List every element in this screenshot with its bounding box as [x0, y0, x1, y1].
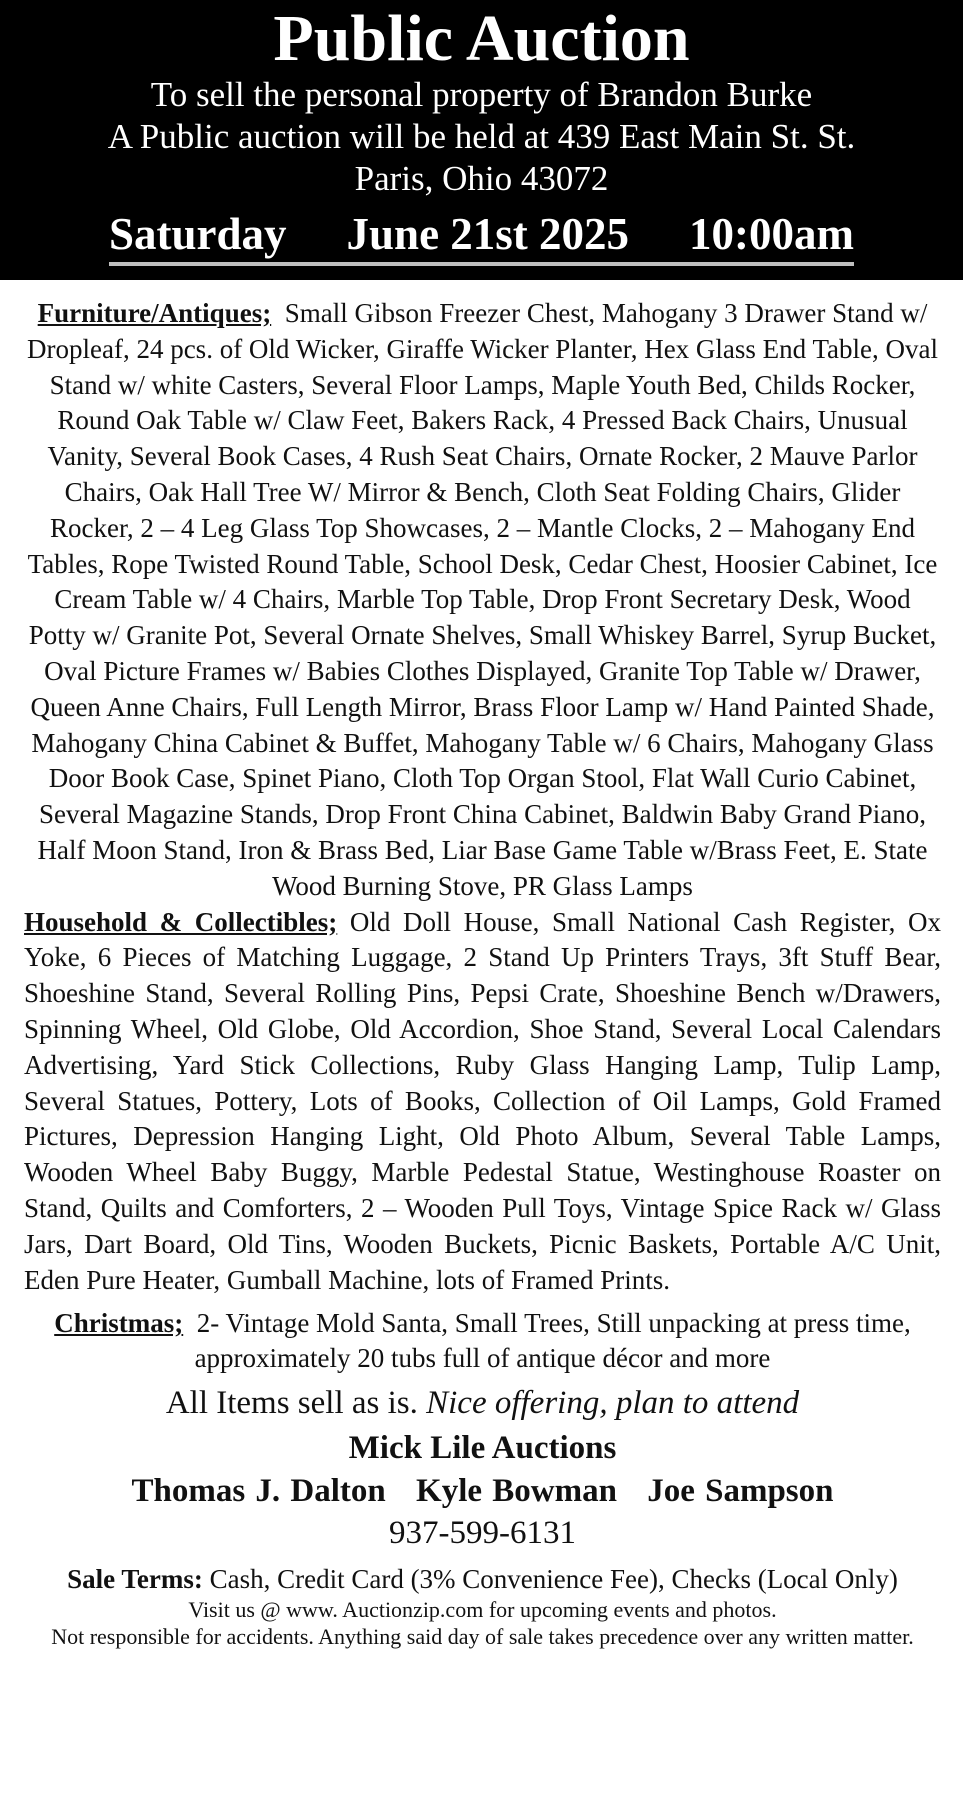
owner-line: To sell the personal property of Brandon Burke	[150, 75, 813, 114]
as-is-text: All Items sell as is.	[165, 1385, 418, 1422]
date-row	[109, 206, 854, 266]
furniture-section	[24, 296, 941, 905]
header-banner	[0, 0, 963, 280]
christmas-section	[24, 1306, 941, 1376]
household-items: Old Doll House, Small National Cash Register, Ox Yoke, 6 Pieces of Matching Luggage, 2 Stand Up Printers Trays, 3ft Stuff Bear, Shoeshine Stand, Several Rolling Pins, Pepsi Crate, Shoeshine Bench w/Drawers, Spinning Wheel, Old Globe, Old Accordion, Shoe Stand, Several Local Calendars Advertising, Yard Stick Collections, Ruby Glass Hanging Lamp, Tulip Lamp, Several Statues, Pottery, Lots of Books, Collection of Oil Lamps, Gold Framed Pictures, Depression Hanging Light, Old Photo Album, Several Table Lamps, Wooden Wheel Baby Buggy, Marble Pedestal Statue, Westinghouse Roaster on Stand, Quilts and Comforters, 2 – Wooden Pull Toys, Vintage Spice Rack w/ Glass Jars, Dart Board, Old Tins, Wooden Buckets, Picnic Baskets, Portable A/C Unit, Eden Pure Heater, Gumball Machine, lots of Framed Prints.	[24, 906, 942, 1295]
visit-line: Visit us @ www. Auctionzip.com for upcoming events and photos.	[188, 1597, 777, 1623]
auctioneer-name: Kyle Bowman	[416, 1473, 617, 1510]
address-line: A Public auction will be held at 439 East Main St. St.	[107, 117, 856, 156]
household-section	[24, 905, 941, 1299]
page-title: Public Auction	[273, 2, 690, 75]
sale-day: Saturday	[108, 209, 287, 259]
sale-terms-text: Cash, Credit Card (3% Convenience Fee), Checks (Local Only)	[209, 1564, 898, 1595]
sale-terms-label: Sale Terms:	[67, 1564, 203, 1595]
auctioneer-name: Joe Sampson	[647, 1473, 834, 1510]
attend-text: Nice offering, plan to attend	[426, 1385, 800, 1422]
christmas-heading: Christmas;	[54, 1308, 184, 1339]
household-heading: Household & Collectibles;	[24, 906, 338, 937]
furniture-heading: Furniture/Antiques;	[37, 298, 272, 328]
sale-terms	[24, 1562, 941, 1596]
city-line: Paris, Ohio 43072	[354, 159, 609, 198]
disclaimer: Not responsible for accidents. Anything said day of sale takes precedence over any written matter.	[51, 1624, 914, 1650]
auctioneer-names	[24, 1470, 941, 1512]
auctioneer-name: Thomas J. Dalton	[131, 1473, 386, 1510]
furniture-items: Small Gibson Freezer Chest, Mahogany 3 Drawer Stand w/ Dropleaf, 24 pcs. of Old Wicker, Giraffe Wicker Planter, Hex Glass End Table, Oval Stand w/ white Casters, Several Floor Lamps, Maple Youth Bed, Childs Rocker, Round Oak Table w/ Claw Feet, Bakers Rack, 4 Pressed Back Chairs, Unusual Vanity, Several Book Cases, 4 Rush Seat Chairs, Ornate Rocker, 2 Mauve Parlor Chairs, Oak Hall Tree W/ Mirror & Bench, Cloth Seat Folding Chairs, Glider Rocker, 2 – 4 Leg Glass Top Showcases, 2 – Mantle Clocks, 2 – Mahogany End Tables, Rope Twisted Round Table, School Desk, Cedar Chest, Hoosier Cabinet, Ice Cream Table w/ 4 Chairs, Marble Top Table, Drop Front Secretary Desk, Wood Potty w/ Granite Pot, Several Ornate Shelves, Small Whiskey Barrel, Syrup Bucket, Oval Picture Frames w/ Babies Clothes Displayed, Granite Top Table w/ Drawer, Queen Anne Chairs, Full Length Mirror, Brass Floor Lamp w/ Hand Painted Shade, Mahogany China Cabinet & Buffet, Mahogany Table w/ 6 Chairs, Mahogany Glass Door Book Case, Spinet Piano, Cloth Top Organ Stool, Flat Wall Curio Cabinet, Several Magazine Stands, Drop Front China Cabinet, Baldwin Baby Grand Piano, Half Moon Stand, Iron & Brass Bed, Liar Base Game Table w/Brass Feet, E. State Wood Burning Stove, PR Glass Lamps	[27, 298, 938, 901]
christmas-items: 2- Vintage Mold Santa, Small Trees, Still unpacking at press time, approximately 20 tubs full of antique décor and more	[194, 1308, 911, 1374]
sale-date: June 21st 2025	[346, 209, 630, 259]
as-is-statement	[24, 1380, 941, 1426]
sale-time: 10:00am	[689, 209, 855, 259]
company-name: Mick Lile Auctions	[348, 1430, 617, 1467]
phone-number: 937-599-6131	[389, 1515, 576, 1552]
listing-content	[0, 280, 963, 1650]
